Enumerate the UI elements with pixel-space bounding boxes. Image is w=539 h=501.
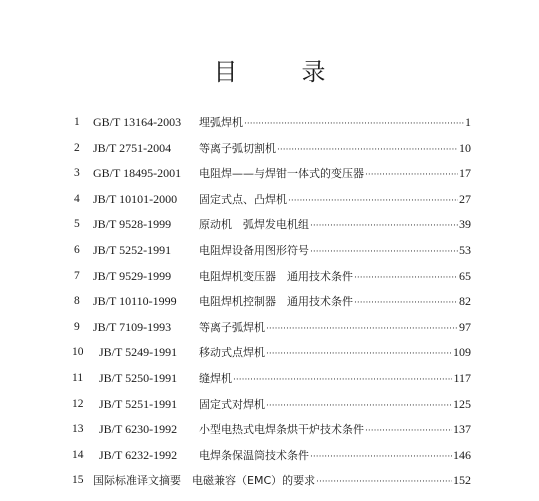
page-number: 39 — [459, 217, 471, 232]
entry-title: 电阻焊机控制器 通用技术条件 — [199, 295, 353, 309]
entry-line — [199, 212, 471, 240]
standard-code: GB/T 18495-2001 — [93, 166, 182, 181]
toc-list — [0, 110, 539, 494]
entry-number: 11 — [72, 371, 84, 384]
standard-code: JB/T 7109-1993 — [93, 319, 172, 334]
standard-code: JB/T 10101-2000 — [93, 191, 178, 206]
page-number: 125 — [453, 396, 471, 411]
leader-dots — [310, 240, 458, 266]
standard-code: JB/T 9529-1999 — [93, 268, 172, 283]
leader-dots — [354, 266, 458, 292]
toc-entry — [0, 392, 539, 418]
leader-dots — [354, 291, 458, 317]
toc-entry — [0, 110, 539, 136]
entry-number: 9 — [74, 320, 80, 333]
entry-number: 1 — [74, 116, 80, 128]
standard-code: JB/T 6232-1992 — [99, 447, 178, 462]
page-number: 137 — [453, 422, 471, 437]
entry-title: 固定式点、凸焊机 — [199, 192, 287, 206]
leader-dots — [277, 138, 458, 164]
toc-entry — [0, 161, 539, 187]
entry-number: 7 — [74, 269, 80, 282]
entry-line — [199, 340, 471, 368]
leader-dots — [266, 342, 452, 368]
entry-title: 电阻焊机变压器 通用技术条件 — [199, 269, 353, 283]
page-number: 146 — [453, 447, 471, 462]
toc-entry — [0, 340, 539, 366]
entry-number: 6 — [74, 243, 80, 256]
entry-number: 13 — [72, 423, 84, 436]
page-number: 65 — [459, 268, 471, 283]
toc-entry — [0, 417, 539, 443]
page-title: 目 录 — [213, 58, 346, 86]
page-number: 1 — [465, 115, 471, 129]
page-number: 10 — [459, 140, 471, 155]
entry-title: 电焊条保温筒技术条件 — [199, 448, 309, 462]
page-number: 109 — [453, 345, 471, 360]
toc-entry — [0, 315, 539, 341]
entry-line — [199, 443, 471, 471]
entry-title: 等离子弧焊机 — [199, 320, 265, 334]
page-number: 27 — [459, 191, 471, 206]
leader-dots — [365, 419, 452, 445]
entry-title: 等离子弧切割机 — [199, 141, 276, 155]
toc-entry — [0, 264, 539, 290]
entry-title: 国际标准译文摘要 电磁兼容（EMC）的要求 — [93, 474, 316, 488]
entry-number: 14 — [72, 448, 84, 461]
entry-line — [93, 468, 471, 496]
entry-number: 10 — [72, 346, 84, 359]
entry-line — [199, 110, 471, 138]
entry-number: 5 — [74, 218, 80, 231]
entry-number: 15 — [72, 474, 84, 487]
entry-title: 埋弧焊机 — [199, 116, 243, 129]
entry-title: 小型电热式电焊条烘干炉技术条件 — [199, 423, 364, 437]
leader-dots — [310, 445, 452, 471]
page-number: 82 — [459, 294, 471, 309]
leader-dots — [316, 470, 452, 496]
standard-code: GB/T 13164-2003 — [93, 115, 182, 129]
entry-line — [199, 417, 471, 445]
entry-line — [199, 187, 471, 215]
standard-code: JB/T 9528-1999 — [93, 217, 172, 232]
page-number: 152 — [453, 473, 471, 488]
standard-code: JB/T 5249-1991 — [99, 345, 178, 360]
entry-line — [199, 264, 471, 292]
entry-title: 原动机 弧焊发电机组 — [199, 218, 309, 232]
entry-number: 3 — [74, 167, 80, 180]
toc-entry — [0, 212, 539, 238]
leader-dots — [233, 368, 452, 394]
entry-line — [199, 289, 471, 317]
toc-entry — [0, 187, 539, 213]
toc-entry — [0, 238, 539, 264]
leader-dots — [365, 163, 458, 189]
toc-entry — [0, 468, 539, 494]
entry-title: 缝焊机 — [199, 371, 232, 385]
entry-title: 电阻焊——与焊钳一体式的变压器 — [199, 167, 364, 181]
entry-line — [199, 392, 471, 420]
entry-line — [199, 136, 471, 164]
toc-entry — [0, 289, 539, 315]
leader-dots — [244, 112, 464, 138]
entry-line — [199, 161, 471, 189]
entry-number: 4 — [74, 192, 80, 205]
page-number: 53 — [459, 242, 471, 257]
standard-code: JB/T 2751-2004 — [93, 140, 172, 155]
leader-dots — [266, 317, 458, 343]
entry-title: 移动式点焊机 — [199, 346, 265, 360]
entry-title: 电阻焊设备用图形符号 — [199, 243, 309, 257]
toc-entry — [0, 136, 539, 162]
entry-line — [199, 238, 471, 266]
standard-code: JB/T 5250-1991 — [99, 370, 178, 385]
page-number: 117 — [453, 370, 471, 385]
entry-line — [199, 366, 471, 394]
toc-entry — [0, 443, 539, 469]
toc-entry — [0, 366, 539, 392]
page-number: 97 — [459, 319, 471, 334]
leader-dots — [310, 214, 458, 240]
leader-dots — [266, 394, 452, 420]
leader-dots — [288, 189, 458, 215]
page-number: 17 — [459, 166, 471, 181]
entry-number: 8 — [74, 295, 80, 308]
standard-code: JB/T 10110-1999 — [93, 294, 177, 309]
standard-code: JB/T 5251-1991 — [99, 396, 178, 411]
entry-line — [199, 315, 471, 343]
entry-title: 固定式对焊机 — [199, 397, 265, 411]
standard-code: JB/T 6230-1992 — [99, 422, 178, 437]
entry-number: 12 — [72, 397, 84, 410]
standard-code: JB/T 5252-1991 — [93, 242, 172, 257]
entry-number: 2 — [74, 141, 80, 154]
